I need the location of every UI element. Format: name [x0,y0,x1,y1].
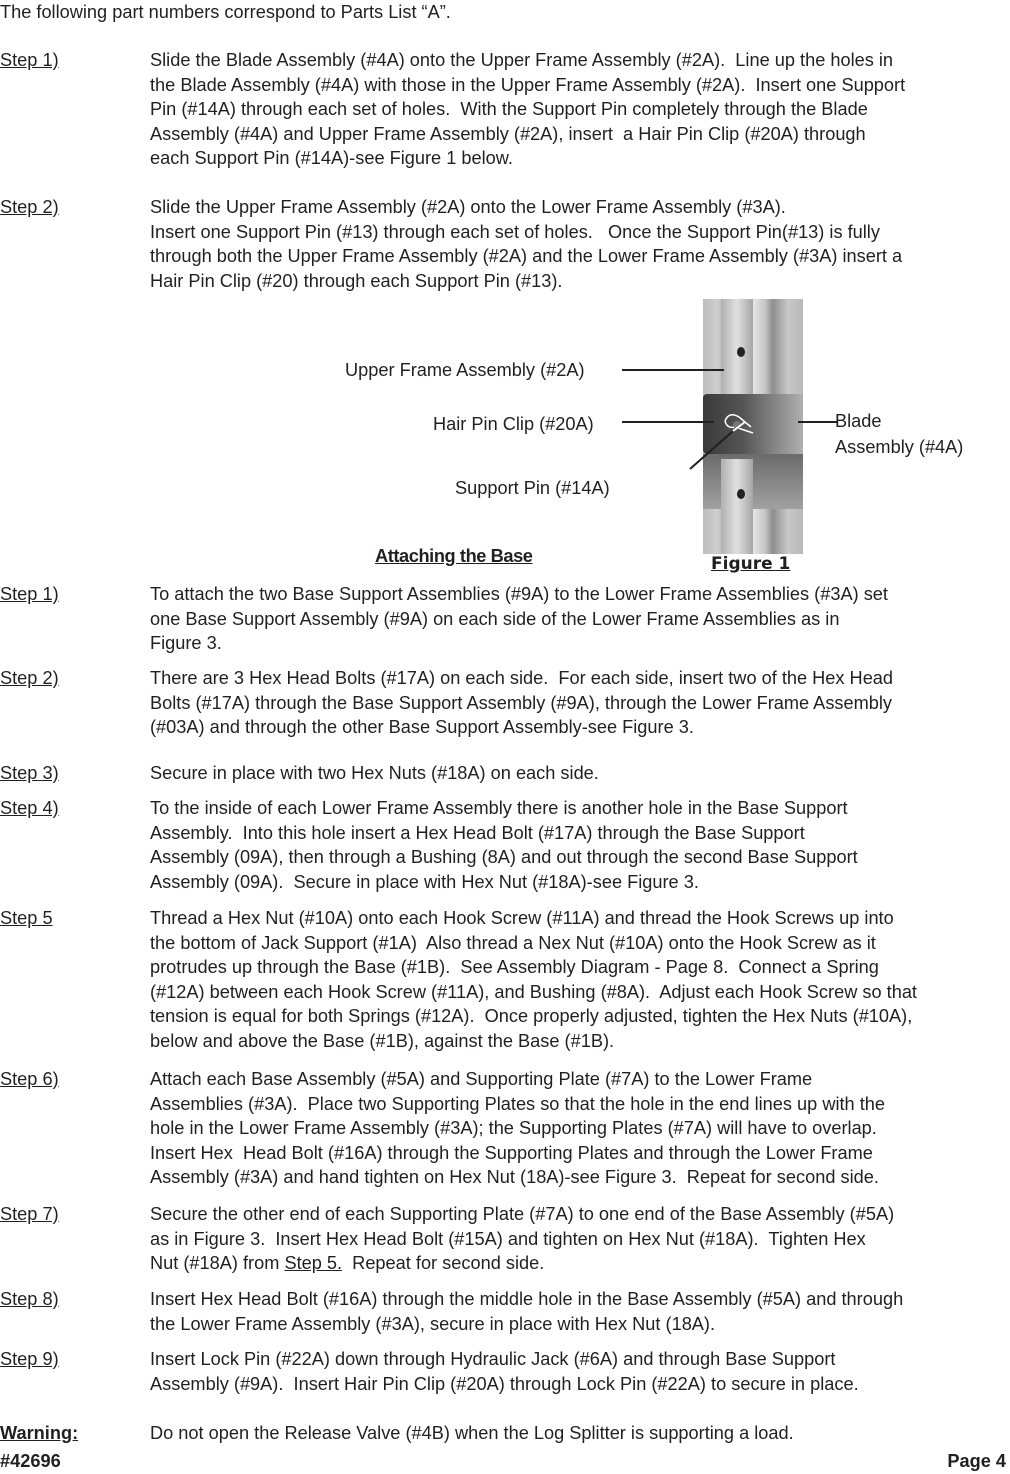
step-text-line: There are 3 Hex Head Bolts (#17A) on each side. For each side, insert two of the Hex Head [150,668,894,688]
figure-1-photo [703,299,803,554]
step-text-line: (#03A) and through the other Base Support Assembly-see Figure 3. [150,717,694,737]
step-text-line: Assembly (#9A). Insert Hair Pin Clip (#20A) through Lock Pin (#22A) to secure in place. [150,1373,859,1394]
step-text-line: each Support Pin (#14A)-see Figure 1 below. [150,148,513,168]
step-text-line: To the inside of each Lower Frame Assembly there is another hole in the Base Support [150,798,848,818]
step-text-line: hole in the Lower Frame Assembly (#3A); the Supporting Plates (#7A) will have to overlap. [150,1118,877,1138]
callout-blade-line-1: Blade [835,411,882,431]
step-reference-link[interactable]: Step 5. [284,1253,343,1273]
step-text-line: Figure 3. [150,633,222,653]
step-text-line: Insert Hex Head Bolt (#16A) through the middle hole in the Base Assembly (#5A) and through [150,1289,904,1309]
step-text [150,582,888,656]
callout-blade-line-2: Assembly (#4A) [835,437,964,457]
step-text-line: Insert one Support Pin (#13) through each set of holes. Once the Support Pin(#13) is fully [150,221,880,242]
step-text [150,666,893,740]
callout-upper-frame: Upper Frame Assembly (#2A) [345,360,585,380]
page-number: Page 4 [947,1451,1006,1471]
step-text-line: Attach each Base Assembly (#5A) and Supporting Plate (#7A) to the Lower Frame [150,1069,813,1089]
step-text [150,195,902,293]
step-text-line: Assembly (09A), then through a Bushing (8A) and out through the second Base Support [150,847,858,867]
step-text [150,1067,885,1190]
step-label: Step 3) [0,763,59,783]
step-text [150,1347,859,1396]
step-text [150,1202,894,1276]
step-label: Step 7) [0,1204,59,1224]
step-text-line: the Lower Frame Assembly (#3A), secure in place with Hex Nut (18A). [150,1313,716,1334]
step-text-line: Assembly (09A). Secure in place with Hex Nut (#18A)-see Figure 3. [150,871,699,892]
step-text-line: Hair Pin Clip (#20) through each Support Pin (#13). [150,270,563,291]
step-text-line: Slide the Blade Assembly (#4A) onto the Upper Frame Assembly (#2A). Line up the holes in [150,50,894,70]
text-segment: Nut (#18A) from [150,1253,285,1273]
step-text-line: one Base Support Assembly (#9A) on each side of the Lower Frame Assemblies as in [150,608,840,629]
step-text-line: (#12A) between each Hook Screw (#11A), and Bushing (#8A). Adjust each Hook Screw so that [150,981,917,1002]
step-text-line: Insert Hex Head Bolt (#16A) through the Supporting Plates and through the Lower Frame [150,1142,873,1163]
step-text [150,48,905,171]
step-text-line: To attach the two Base Support Assemblies (#9A) to the Lower Frame Assemblies (#3A) set [150,584,888,604]
step-label: Step 2) [0,668,59,688]
step-label: Step 2) [0,197,59,217]
step-label: Step 8) [0,1289,59,1309]
callout-support-pin: Support Pin (#14A) [455,478,610,498]
step-text-line [150,1251,894,1276]
step-text-line: Secure the other end of each Supporting Plate (#7A) to one end of the Base Assembly (#5A) [150,1204,895,1224]
step-text-line: Assemblies (#3A). Place two Supporting Plates so that the hole in the end lines up with the [150,1093,885,1114]
step-label: Step 1) [0,50,59,70]
intro-text: The following part numbers correspond to Parts List “A”. [0,2,451,22]
step-text-line: Slide the Upper Frame Assembly (#2A) onto the Lower Frame Assembly (#3A). [150,197,786,217]
step-text-line: protrudes up through the Base (#1B). See Assembly Diagram - Page 8. Connect a Spring [150,957,879,977]
step-text-line: Assembly (#4A) and Upper Frame Assembly (#2A), insert a Hair Pin Clip (#20A) through [150,123,866,144]
text-segment: Repeat for second side. [342,1253,545,1273]
step-text-line: Secure in place with two Hex Nuts (#18A) on each side. [150,763,599,783]
step-text-line: Bolts (#17A) through the Base Support Assembly (#9A), through the Lower Frame Assembly [150,692,893,713]
step-text-line: the bottom of Jack Support (#1A) Also thread a Nex Nut (#10A) onto the Hook Screw as it [150,932,876,953]
warning-text: Do not open the Release Valve (#4B) when the Log Splitter is supporting a load. [150,1423,794,1443]
step-label: Step 1) [0,584,59,604]
step-text-line: below and above the Base (#1B), against the Base (#1B). [150,1030,615,1051]
step-text [150,906,917,1053]
step-text-line: as in Figure 3. Insert Hex Head Bolt (#15A) and tighten on Hex Nut (#18A). Tighten Hex [150,1228,866,1249]
callout-hair-pin-clip: Hair Pin Clip (#20A) [433,414,594,434]
section-heading: Attaching the Base [375,546,533,566]
step-text [150,796,858,894]
step-text-line: Assembly. Into this hole insert a Hex Head Bolt (#17A) through the Base Support [150,822,805,843]
step-text-line: Assembly (#3A) and hand tighten on Hex Nut (18A)-see Figure 3. Repeat for second side. [150,1167,879,1187]
step-label: Step 9) [0,1349,59,1369]
step-label: Step 5 [0,908,53,928]
step-text-line: tension is equal for both Springs (#12A). Once properly adjusted, tighten the Hex Nuts (#10A), [150,1006,913,1026]
step-label: Step 6) [0,1069,59,1089]
step-text [150,1287,903,1336]
document-number: #42696 [0,1451,61,1471]
step-text-line: Thread a Hex Nut (#10A) onto each Hook Screw (#11A) and thread the Hook Screws up into [150,908,894,928]
step-text-line: the Blade Assembly (#4A) with those in the Upper Frame Assembly (#2A). Insert one Support [150,74,906,95]
step-text-line: Pin (#14A) through each set of holes. With the Support Pin completely through the Blade [150,99,868,119]
step-text [150,761,599,786]
figure-caption: Figure 1 [711,554,791,574]
step-label: Step 4) [0,798,59,818]
step-text-line: through both the Upper Frame Assembly (#2A) and the Lower Frame Assembly (#3A) insert a [150,246,903,266]
step-text-line: Insert Lock Pin (#22A) down through Hydraulic Jack (#6A) and through Base Support [150,1349,836,1369]
warning-label: Warning: [0,1423,79,1443]
